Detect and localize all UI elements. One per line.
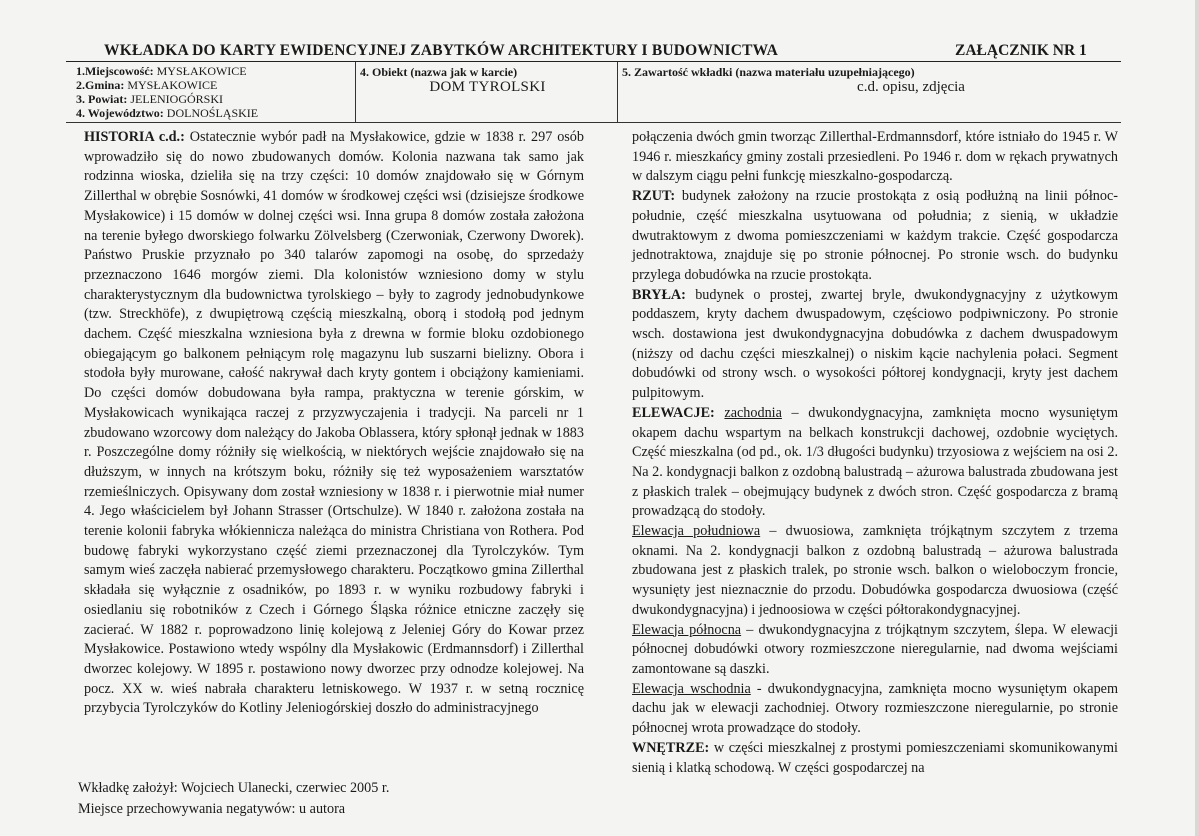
history-paragraph: [84, 128, 584, 719]
object-heading: 4. Obiekt (nazwa jak w karcie): [360, 65, 518, 79]
elevations-paragraph: [632, 404, 1118, 522]
left-text-column: [84, 128, 584, 719]
object-name: DOM TYROLSKI: [429, 79, 546, 95]
negatives-location-note: Miejsce przechowywania negatywów: u autora: [78, 801, 346, 817]
author-note: Wkładkę założył: Wojciech Ulanecki, czerwiec 2005 r.: [78, 780, 390, 796]
commune-label: 2.Gmina:: [76, 78, 125, 92]
annex-label: ZAŁĄCZNIK NR 1: [955, 42, 1087, 59]
east-elevation-text: - dwukondygnacyjna, zamknięta mocno wysuniętym okapem dachu jak w elewacji zachodniej. Otwory rozmieszczone nieregularnie, po stronie północnej wrota prowadzące do stodoły.: [632, 680, 1118, 737]
place-label: 1.Miejscowość:: [76, 64, 154, 78]
mass-text: budynek o prostej, zwartej bryle, dwukondygnacyjny z użytkowym poddaszem, kryty dachem dwuspadowym, częściowo podpiwniczony. Po stronie wsch. dostawiona jest dwukondygnacyjna dobudówka z dachem dwuspadowym (niższy od dachu części mieszkalnej) o niskim kącie nachylenia połaci. Segment dobudówki od strony wsch. o wysokości półtorej kondygnacji, kryty jest dachem pulpitowym.: [632, 286, 1119, 402]
header-bottom-rule: [66, 122, 1121, 123]
district-value: JELENIOGÓRSKI: [130, 92, 223, 106]
south-elevation-text: – dwuosiowa, zamknięta trójkątnym szczytem z trzema oknami. Na 2. kondygnacji balkon z ozdobną balustradą – ażurowa balustrada zbudowana jest z płaskich tralek, po stronie wsch. balkon o wieloboczym froncie, wysunięty jest nieznacznie do przodu. Dobudówka gospodarcza dwuosiowa (część dwukondygnacyjna) i jednoosiowa w części półtorakondygnacyjnej.: [632, 523, 1119, 618]
mass-label: BRYŁA:: [632, 286, 686, 303]
history-text: Ostatecznie wybór padł na Mysłakowice, gdzie w 1838 r. 297 osób wprowadziło się do nowo zbudowanych domów. Kolonia nazwana tak samo jak rodzinna wioska, dzieliła się na trzy części: 10 domów znajdowało się w Górnym Zillerthal w obrębie Sosnówki, 41 domów w środkowej części wsi (dzisiejsze środkowe Mysłakowice) i 15 domów w dolnej części wsi. Inna grupa 8 domów została założona na terenie byłego dworskiego folwarku Zölvelsberg (Czerwoniak, Czerwony Dworek). Państwo Pruskie przyznało po 340 talarów zapomogi na osobę, do sprzedaży przeznaczono 1646 morgów ziemi. Dla kolonistów wzniesiono domy w stylu charakterystycznym dla budownictwa tyrolskiego – były to zagrody jednobudynkowe (tzw. Streckhöfe), z dwupiętrową częścią mieszkalną, oborą i stodołą pod jednym dachem. Część mieszkalna wzniesiona była z drewna w formie bloku ozdobionego obiegającym go balkonem pełniącym rolę magazynu lub suszarni bielizny. Obora i stodoła były murowane, całość nakrywał dach kryty gontem i obciążony kamieniami. Do części domów dobudowana była rampa, praktyczna w terenie górskim, w Mysłakowicach wynikająca raczej z przyzwyczajenia i tradycji. Na parceli nr 1 zbudowano wzorcowy dom należący do Jakoba Oblassera, który spłonął jednak w 1883 r. Poszczególne domy różniły się wielkością, w niektórych wejście znajdowało się na dłuższym, w innych na krótszym boku, różniły się też wyposażeniem warsztatów rzemieślniczych. Opisywany dom został wzniesiony w 1838 r. i pierwotnie miał numer 4. Jego właścicielem był Johann Strasser (Ortschulze). W 1840 r. założona została na terenie kolonii fabryka włókiennicza należąca do ministra Christiana von Rothera. Pod budowę fabryki wykorzystano część ziemi przeznaczonej dla Tyrolczyków. Tym samym wieś zaczęła nabierać przemysłowego charakteru. Początkowo gmina Zillerthal składała się wyłącznie z osadników, po 1893 r. w wyniku rozbudowy fabryki i osiedlaniu się robotników z Czech i Górnego Śląska różnice etniczne zaczęły się zacierać. W 1882 r. poprowadzono linię kolejową z Jeleniej Góry do Kowar przez Mysłakowice. Postawiono wtedy wspólny dla Mysłakowic (Erdmannsdorf) i Zillerthal dworzec kolejowy. W 1895 r. postawiono nowy dworzec przy odnodze kolejowej. Na pocz. XX w. wieś nabrała charakteru letniskowego. W 1937 r. w setną rocznicę przybycia Tyrolczyków do Kotliny Jeleniogórskiej doszło do administracyjnego: [84, 129, 584, 717]
north-elevation-paragraph: [632, 621, 1118, 680]
north-elevation-label: Elewacja północna: [632, 621, 742, 638]
voivodeship-field: [76, 107, 258, 121]
interior-paragraph: [632, 739, 1118, 778]
plan-paragraph: [632, 187, 1118, 286]
commune-field: [76, 79, 217, 93]
east-elevation-label: Elewacja wschodnia: [632, 680, 751, 697]
right-text-column: [632, 128, 1118, 778]
document-title: WKŁADKA DO KARTY EWIDENCYJNEJ ZABYTKÓW ARCHITEKTURY I BUDOWNICTWA: [104, 42, 779, 59]
place-value: MYSŁAKOWICE: [156, 64, 247, 78]
west-elevation-label: zachodnia: [724, 404, 782, 421]
district-label: 3. Powiat:: [76, 92, 128, 106]
south-elevation-paragraph: [632, 522, 1118, 621]
east-elevation-paragraph: [632, 680, 1118, 739]
commune-value: MYSŁAKOWICE: [127, 78, 218, 92]
interior-label: WNĘTRZE:: [632, 739, 710, 756]
contents-heading: 5. Zawartość wkładki (nazwa materiału uzupełniającego): [622, 65, 915, 79]
plan-label: RZUT:: [632, 188, 676, 205]
south-elevation-label: Elewacja południowa: [632, 523, 761, 540]
column-divider-1: [355, 62, 356, 122]
history-label: HISTORIA c.d.:: [84, 129, 185, 145]
district-field: [76, 93, 223, 107]
header-rule: [66, 61, 1121, 62]
voivodeship-label: 4. Województwo:: [76, 106, 164, 120]
interior-text: w części mieszkalnej z prostymi pomieszczeniami skomunikowanymi sienią i klatką schodową. W części gospodarczej na: [632, 739, 1119, 776]
place-field: [76, 65, 247, 79]
history-continuation: połączenia dwóch gmin tworząc Zillerthal-Erdmannsdorf, które istniało do 1945 r. W 1946 r. mieszkańcy gminy zostali przesiedleni. Po 1946 r. dom w rękach prywatnych w dalszym ciągu pełni funkcję mieszkalno-gospodarczą.: [632, 129, 1118, 185]
plan-text: budynek założony na rzucie prostokąta z osią podłużną na linii północ-południe, część mieszkalna usytuowana od południa; z sienią, w układzie dwutraktowym z dwoma pomieszczeniami w każdym trakcie. Część gospodarcza jednotraktowa, znajduje się po stronie północnej. Po stronie wsch. do budynku przylega dobudówka na rzucie prostokąta.: [632, 188, 1118, 283]
contents-value: c.d. opisu, zdjęcia: [857, 79, 965, 95]
mass-paragraph: [632, 286, 1118, 404]
west-elevation-text: – dwukondygnacyjna, zamknięta mocno wysuniętym okapem dachu wspartym na belkach konstrukcji dachowej, ozdobnie wyciętych. Część mieszkalna (od pd., ok. 1/3 długości budynku) trzyosiowa z wejściem na osi 2. Na 2. kondygnacji balkon z ozdobną balustradą – ażurowa balustrada zbudowana jest z płaskich tralek – obejmujący budynek z dwóch stron. Część gospodarcza z bramą prowadzącą do stodoły.: [632, 404, 1119, 520]
elevations-label: ELEWACJE:: [632, 404, 715, 421]
column-divider-2: [617, 62, 618, 122]
scan-edge: [1195, 0, 1199, 836]
north-elevation-text: – dwukondygnacyjna z trójkątnym szczytem, ślepa. W elewacji północnej dobudówki otwory rozmieszczone nieregularnie, nad dwoma wejściami zamontowane są daszki.: [632, 621, 1118, 677]
voivodeship-value: DOLNOŚLĄSKIE: [166, 106, 259, 120]
